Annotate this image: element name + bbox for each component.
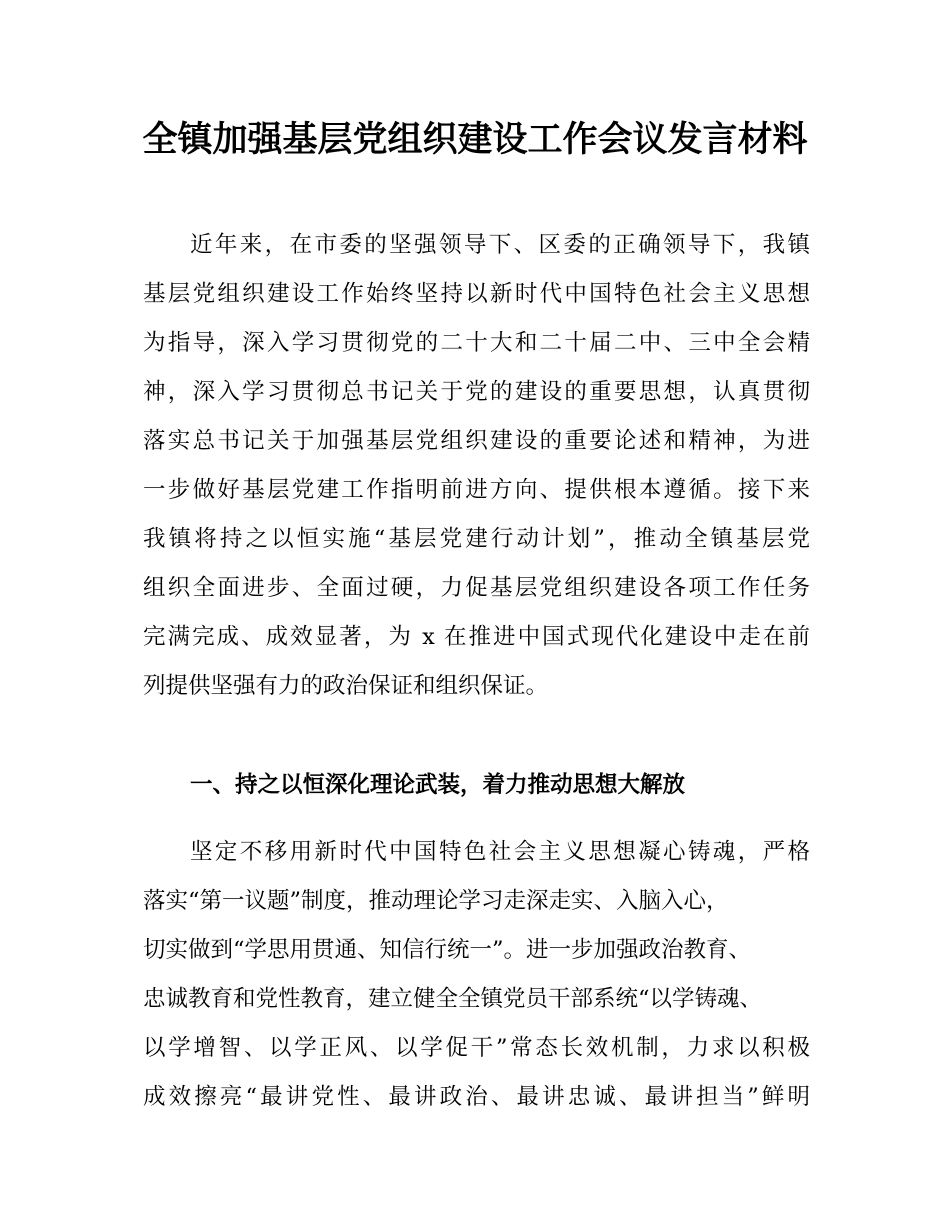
intro-line: 基层党组织建设工作始终坚持以新时代中国特色社会主义思想 — [143, 281, 810, 307]
section-heading: 一、持之以恒深化理论武装，着力推动思想大解放 — [190, 772, 686, 798]
intro-line: 近年来，在市委的坚强领导下、区委的正确领导下，我镇 — [190, 232, 810, 258]
intro-line: 一步做好基层党建工作指明前进方向、提供根本遵循。接下来 — [143, 477, 810, 503]
intro-line: 我镇将持之以恒实施“基层党建行动计划”，推动全镇基层党 — [143, 526, 810, 552]
intro-line: 列提供坚强有力的政治保证和组织保证。 — [143, 673, 549, 699]
intro-line: 组织全面进步、全面过硬，力促基层党组织建设各项工作任务 — [143, 575, 810, 601]
intro-line: 落实总书记关于加强基层党组织建设的重要论述和精神，为进 — [143, 428, 810, 454]
section-line: 坚定不移用新时代中国特色社会主义思想凝心铸魂，严格 — [190, 839, 810, 865]
intro-line: 完满完成、成效显著，为 x 在推进中国式现代化建设中走在前 — [143, 624, 810, 650]
intro-line: 为指导，深入学习贯彻党的二十大和二十届二中、三中全会精 — [143, 330, 810, 356]
document-title: 全镇加强基层党组织建设工作会议发言材料 — [142, 120, 808, 160]
section-line: 成效擦亮“最讲党性、最讲政治、最讲忠诚、最讲担当”鲜明 — [143, 1084, 810, 1110]
section-line: 以学增智、以学正风、以学促干”常态长效机制，力求以积极 — [143, 1035, 810, 1061]
intro-line: 神，深入学习贯彻总书记关于党的建设的重要思想，认真贯彻 — [143, 379, 810, 405]
section-line: 切实做到“学思用贯通、知信行统一”。进一步加强政治教育、 — [143, 937, 752, 963]
section-line: 忠诚教育和党性教育，建立健全全镇党员干部系统“以学铸魂、 — [143, 986, 763, 1012]
section-line: 落实“第一议题”制度，推动理论学习走深走实、入脑入心， — [143, 888, 729, 914]
